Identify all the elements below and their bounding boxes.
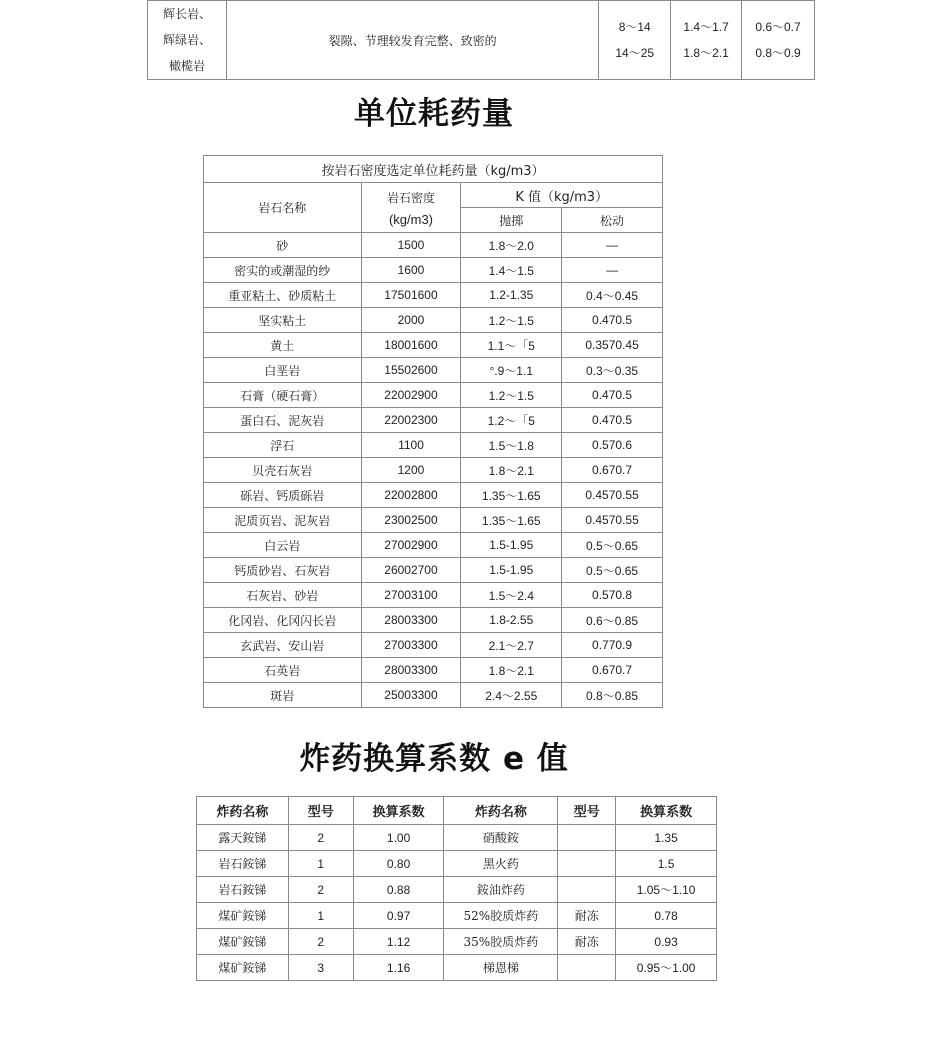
rock-classification-table-fragment bbox=[147, 0, 815, 80]
rock-name-cell: 玄武岩、安山岩 bbox=[204, 633, 362, 658]
table-row bbox=[204, 533, 663, 558]
section-title-explosive-coefficient: 炸药换算系数 e 值 bbox=[299, 741, 569, 777]
header-k-value: K 值（kg/m3） bbox=[461, 183, 663, 208]
coefficient-cell-2: 0.93 bbox=[616, 929, 717, 955]
rock-name-cell: 化冈岩、化冈闪长岩 bbox=[204, 608, 362, 633]
table-row bbox=[204, 283, 663, 308]
header-explosive-name-2: 炸药名称 bbox=[444, 797, 558, 825]
coefficient-cell-2: 0.78 bbox=[616, 903, 717, 929]
loosen-value-cell: 0.570.8 bbox=[562, 583, 663, 608]
table-row bbox=[197, 903, 717, 929]
table-row bbox=[204, 633, 663, 658]
loosen-value-cell: 0.670.7 bbox=[562, 658, 663, 683]
loosen-value-cell: 0.4～0.45 bbox=[562, 283, 663, 308]
table-row bbox=[204, 383, 663, 408]
coefficient-cell: 0.80 bbox=[353, 851, 444, 877]
table-row bbox=[204, 258, 663, 283]
rock-name-cell: 石灰岩、砂岩 bbox=[204, 583, 362, 608]
rock-name-cell: 黄土 bbox=[204, 333, 362, 358]
coefficient-cell-2: 1.35 bbox=[616, 825, 717, 851]
density-cell: 1100 bbox=[361, 433, 461, 458]
density-cell: 22002300 bbox=[361, 408, 461, 433]
density-cell: 26002700 bbox=[361, 558, 461, 583]
explosive-name-cell: 煤矿銨锑 bbox=[197, 903, 289, 929]
model-cell-2 bbox=[558, 877, 616, 903]
rock-name-cell: 蛋白石、泥灰岩 bbox=[204, 408, 362, 433]
loosen-value-cell: 0.3570.45 bbox=[562, 333, 663, 358]
model-cell: 1 bbox=[288, 903, 353, 929]
density-cell: 1200 bbox=[361, 458, 461, 483]
coefficient-cell: 1.16 bbox=[353, 955, 444, 981]
rock-name-line: 辉长岩、 bbox=[162, 7, 211, 21]
loosen-value-cell: 0.3～0.35 bbox=[562, 358, 663, 383]
table-caption-row bbox=[204, 156, 663, 183]
model-cell-2 bbox=[558, 825, 616, 851]
explosive-name-cell-2: 35%胶质炸药 bbox=[444, 929, 558, 955]
coefficient-cell-2: 1.5 bbox=[616, 851, 717, 877]
loosen-value-cell: 0.4570.55 bbox=[562, 508, 663, 533]
coefficient-cell-2: 0.95～1.00 bbox=[616, 955, 717, 981]
loosen-value-cell: — bbox=[562, 233, 663, 258]
throw-value-cell: 1.8～2.1 bbox=[461, 658, 562, 683]
density-cell: 27003300 bbox=[361, 633, 461, 658]
rock-name-line: 橄榄岩 bbox=[168, 59, 205, 73]
rock-name-cell: 白垩岩 bbox=[204, 358, 362, 383]
header-model-2: 型号 bbox=[558, 797, 616, 825]
coefficient-cell: 1.00 bbox=[353, 825, 444, 851]
table-body bbox=[204, 233, 663, 708]
model-cell-2: 耐冻 bbox=[558, 929, 616, 955]
density-cell: 22002800 bbox=[361, 483, 461, 508]
table-row bbox=[204, 358, 663, 383]
value-cell-c bbox=[742, 1, 815, 80]
table-caption: 按岩石密度选定单位耗药量（kg/m3） bbox=[204, 156, 663, 183]
model-cell: 2 bbox=[288, 877, 353, 903]
rock-name-cell: 密实的或潮湿的纱 bbox=[204, 258, 362, 283]
rock-name-cell: 石膏（硬石膏） bbox=[204, 383, 362, 408]
model-cell-2 bbox=[558, 955, 616, 981]
density-cell: 28003300 bbox=[361, 608, 461, 633]
loosen-value-cell: 0.470.5 bbox=[562, 408, 663, 433]
rock-name-cell: 重亚粘土、砂质粘土 bbox=[204, 283, 362, 308]
rock-name-line: 辉绿岩、 bbox=[162, 33, 211, 47]
loosen-value-cell: 0.4570.55 bbox=[562, 483, 663, 508]
explosive-name-cell: 岩石銨锑 bbox=[197, 851, 289, 877]
model-cell-2: 耐冻 bbox=[558, 903, 616, 929]
table-row bbox=[204, 608, 663, 633]
table-header-row bbox=[204, 183, 663, 208]
value-a-2: 14～25 bbox=[615, 46, 655, 60]
throw-value-cell: 1.2～1.5 bbox=[461, 308, 562, 333]
density-cell: 27002900 bbox=[361, 533, 461, 558]
table-row bbox=[204, 308, 663, 333]
loosen-value-cell: 0.6～0.85 bbox=[562, 608, 663, 633]
table-row bbox=[148, 1, 815, 80]
explosive-name-cell-2: 銨油炸药 bbox=[444, 877, 558, 903]
density-cell: 23002500 bbox=[361, 508, 461, 533]
header-density bbox=[361, 183, 461, 233]
unit-consumption-table bbox=[203, 155, 663, 708]
throw-value-cell: 1.2-1.35 bbox=[461, 283, 562, 308]
explosive-name-cell-2: 黑火药 bbox=[444, 851, 558, 877]
loosen-value-cell: 0.470.5 bbox=[562, 308, 663, 333]
table-row bbox=[204, 233, 663, 258]
description-cell: 裂隙、节理较发育完整、致密的 bbox=[226, 1, 598, 80]
throw-value-cell: 1.35～1.65 bbox=[461, 508, 562, 533]
throw-value-cell: 1.2～「5 bbox=[461, 408, 562, 433]
table-row bbox=[197, 851, 717, 877]
table-row bbox=[204, 583, 663, 608]
rock-name-cell: 砂 bbox=[204, 233, 362, 258]
loosen-value-cell: — bbox=[562, 258, 663, 283]
throw-value-cell: 1.8-2.55 bbox=[461, 608, 562, 633]
model-cell: 2 bbox=[288, 825, 353, 851]
explosive-name-cell: 露天銨锑 bbox=[197, 825, 289, 851]
loosen-value-cell: 0.770.9 bbox=[562, 633, 663, 658]
throw-value-cell: 1.5-1.95 bbox=[461, 558, 562, 583]
rock-name-cell bbox=[148, 1, 227, 80]
rock-name-cell: 斑岩 bbox=[204, 683, 362, 708]
throw-value-cell: 1.1～「5 bbox=[461, 333, 562, 358]
density-cell: 28003300 bbox=[361, 658, 461, 683]
table-row bbox=[204, 408, 663, 433]
explosive-name-cell-2: 52%胶质炸药 bbox=[444, 903, 558, 929]
table-row bbox=[204, 433, 663, 458]
header-explosive-name: 炸药名称 bbox=[197, 797, 289, 825]
table-row bbox=[204, 558, 663, 583]
model-cell: 2 bbox=[288, 929, 353, 955]
model-cell: 3 bbox=[288, 955, 353, 981]
table-row bbox=[204, 658, 663, 683]
density-unit: (kg/m3) bbox=[388, 211, 433, 227]
rock-name-cell: 泥质页岩、泥灰岩 bbox=[204, 508, 362, 533]
throw-value-cell: 1.5～2.4 bbox=[461, 583, 562, 608]
value-c-2: 0.8～0.9 bbox=[755, 46, 801, 60]
coefficient-cell: 0.88 bbox=[353, 877, 444, 903]
value-c-1: 0.6～0.7 bbox=[755, 20, 801, 34]
density-cell: 22002900 bbox=[361, 383, 461, 408]
table-body bbox=[197, 825, 717, 981]
table-row bbox=[204, 683, 663, 708]
table-row bbox=[204, 458, 663, 483]
explosive-name-cell-2: 硝酸銨 bbox=[444, 825, 558, 851]
section-title-unit-consumption: 单位耗药量 bbox=[354, 96, 514, 132]
table-row bbox=[197, 825, 717, 851]
value-cell-a bbox=[599, 1, 671, 80]
density-cell: 15502600 bbox=[361, 358, 461, 383]
header-rock-name: 岩石名称 bbox=[204, 183, 362, 233]
throw-value-cell: 1.8～2.0 bbox=[461, 233, 562, 258]
loosen-value-cell: 0.5～0.65 bbox=[562, 533, 663, 558]
value-a-1: 8～14 bbox=[618, 20, 651, 34]
throw-value-cell: 1.8～2.1 bbox=[461, 458, 562, 483]
explosive-coefficient-table bbox=[196, 796, 717, 981]
table-header-row bbox=[197, 797, 717, 825]
header-coefficient: 换算系数 bbox=[353, 797, 444, 825]
coefficient-cell: 1.12 bbox=[353, 929, 444, 955]
value-cell-b bbox=[671, 1, 742, 80]
rock-name-cell: 浮石 bbox=[204, 433, 362, 458]
throw-value-cell: °.9～1.1 bbox=[461, 358, 562, 383]
loosen-value-cell: 0.5～0.65 bbox=[562, 558, 663, 583]
throw-value-cell: 2.4～2.55 bbox=[461, 683, 562, 708]
loosen-value-cell: 0.670.7 bbox=[562, 458, 663, 483]
header-throw: 抛掷 bbox=[461, 208, 562, 233]
density-label: 岩石密度 bbox=[386, 190, 435, 205]
header-model: 型号 bbox=[288, 797, 353, 825]
loosen-value-cell: 0.570.6 bbox=[562, 433, 663, 458]
rock-name-cell: 砾岩、钙质砾岩 bbox=[204, 483, 362, 508]
explosive-name-cell-2: 梯恩梯 bbox=[444, 955, 558, 981]
loosen-value-cell: 0.8～0.85 bbox=[562, 683, 663, 708]
explosive-name-cell: 煤矿銨锑 bbox=[197, 955, 289, 981]
value-b-1: 1.4～1.7 bbox=[683, 20, 729, 34]
loosen-value-cell: 0.470.5 bbox=[562, 383, 663, 408]
throw-value-cell: 1.2～1.5 bbox=[461, 383, 562, 408]
explosive-name-cell: 岩石銨锑 bbox=[197, 877, 289, 903]
density-cell: 1600 bbox=[361, 258, 461, 283]
model-cell-2 bbox=[558, 851, 616, 877]
header-coefficient-2: 换算系数 bbox=[616, 797, 717, 825]
value-b-2: 1.8～2.1 bbox=[683, 46, 729, 60]
model-cell: 1 bbox=[288, 851, 353, 877]
throw-value-cell: 1.5～1.8 bbox=[461, 433, 562, 458]
density-cell: 17501600 bbox=[361, 283, 461, 308]
throw-value-cell: 1.35～1.65 bbox=[461, 483, 562, 508]
explosive-name-cell: 煤矿銨锑 bbox=[197, 929, 289, 955]
rock-name-cell: 坚实粘土 bbox=[204, 308, 362, 333]
table-row bbox=[197, 929, 717, 955]
density-cell: 18001600 bbox=[361, 333, 461, 358]
density-cell: 27003100 bbox=[361, 583, 461, 608]
density-cell: 25003300 bbox=[361, 683, 461, 708]
table-row bbox=[204, 483, 663, 508]
throw-value-cell: 1.4～1.5 bbox=[461, 258, 562, 283]
throw-value-cell: 1.5-1.95 bbox=[461, 533, 562, 558]
density-cell: 2000 bbox=[361, 308, 461, 333]
rock-name-cell: 贝壳石灰岩 bbox=[204, 458, 362, 483]
throw-value-cell: 2.1～2.7 bbox=[461, 633, 562, 658]
table-row bbox=[197, 877, 717, 903]
coefficient-cell: 0.97 bbox=[353, 903, 444, 929]
rock-name-cell: 石英岩 bbox=[204, 658, 362, 683]
table-row bbox=[204, 508, 663, 533]
density-cell: 1500 bbox=[361, 233, 461, 258]
rock-name-cell: 白云岩 bbox=[204, 533, 362, 558]
coefficient-cell-2: 1.05～1.10 bbox=[616, 877, 717, 903]
header-loosen: 松动 bbox=[562, 208, 663, 233]
rock-name-cell: 钙质砂岩、石灰岩 bbox=[204, 558, 362, 583]
table-row bbox=[204, 333, 663, 358]
table-row bbox=[197, 955, 717, 981]
